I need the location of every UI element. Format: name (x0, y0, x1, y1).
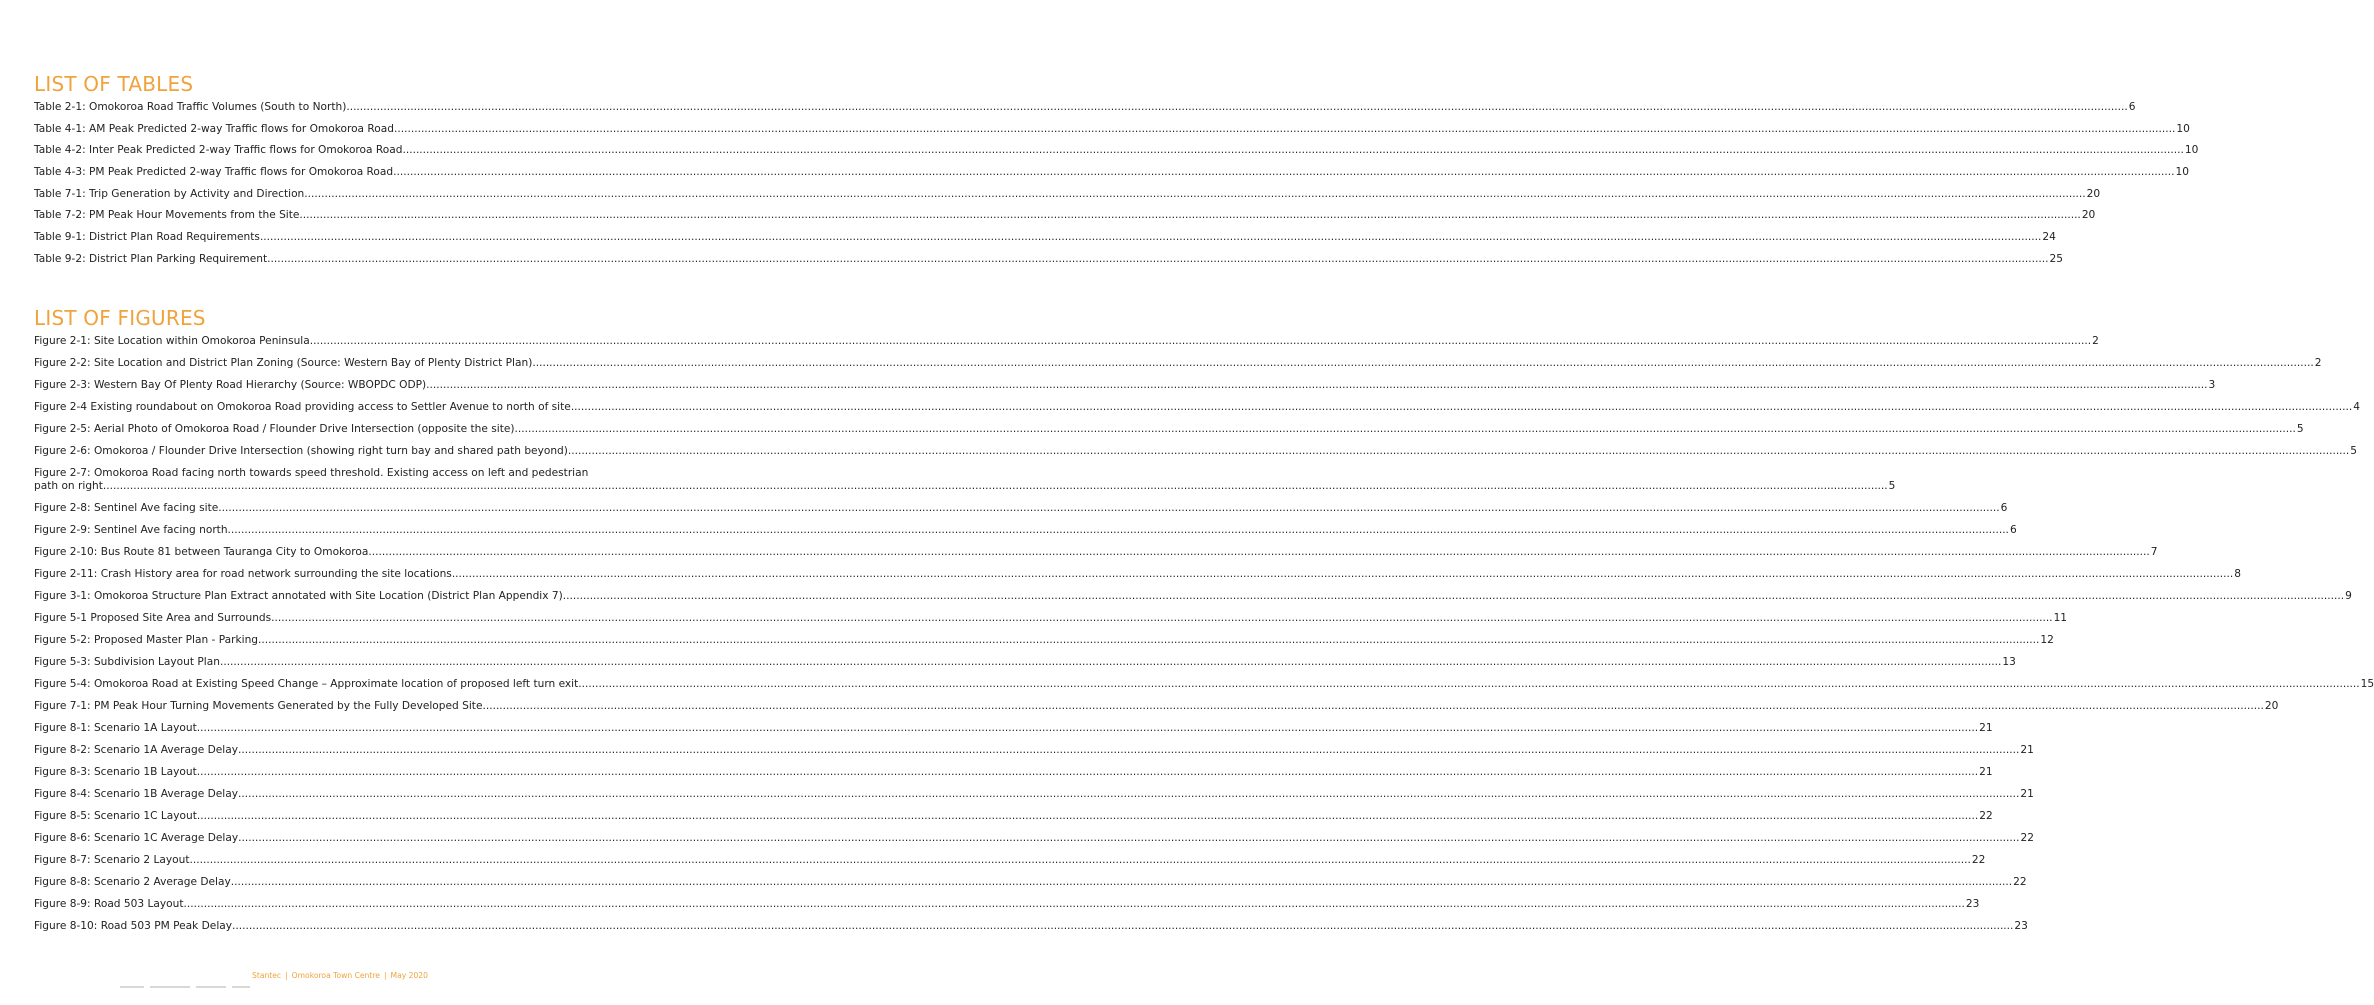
figure-entry[interactable] (34, 656, 2016, 669)
entry-title: Figure 2-6: Omokoroa / Flounder Drive Intersection (showing right turn bay and shared path beyond) (34, 445, 568, 457)
entry-title: Table 2-1: Omokoroa Road Traffic Volumes (South to North) (34, 101, 347, 113)
page-number: 12 (2040, 634, 2054, 646)
entry-title: Figure 8-8: Scenario 2 Average Delay (34, 876, 231, 888)
dot-leader (231, 876, 2012, 889)
entry-title: Figure 8-10: Road 503 PM Peak Delay (34, 920, 233, 932)
figure-entry[interactable] (34, 335, 2099, 348)
page-number: 23 (2014, 920, 2028, 932)
entry-title: Figure 5-3: Subdivision Layout Plan (34, 656, 220, 668)
table-entry[interactable] (34, 122, 2190, 136)
entry-title: Figure 8-3: Scenario 1B Layout (34, 766, 197, 778)
entry-title-line2: path on right. (34, 480, 107, 492)
dot-leader (452, 568, 2233, 581)
dot-leader (394, 123, 2175, 136)
dot-leader (238, 744, 2019, 757)
entry-title: Figure 5-4: Omokoroa Road at Existing Speed Change – Approximate location of proposed left turn exit (34, 678, 579, 690)
page-number: 24 (2042, 231, 2056, 244)
entry-title: Table 4-3: PM Peak Predicted 2-way Traffic flows for Omokoroa Road (34, 166, 394, 179)
entry-title: Figure 2-9: Sentinel Ave facing north (34, 524, 228, 536)
entry-title: Figure 7-1: PM Peak Hour Turning Movements Generated by the Fully Developed Site (34, 700, 483, 712)
entry-title-continued (34, 480, 1896, 493)
entry-title: Table 9-1: District Plan Road Requirements (34, 231, 260, 244)
page-number: 4 (2353, 401, 2360, 413)
figure-entry[interactable] (34, 379, 2216, 392)
page-number: 5 (2350, 445, 2358, 457)
entry-title: Figure 2-4 Existing roundabout on Omokoroa Road providing access to Settler Avenue to north of site (34, 401, 571, 413)
dot-leader (197, 766, 1978, 779)
figure-entry[interactable] (34, 634, 2054, 647)
entry-title: Figure 5-1 Proposed Site Area and Surrounds (34, 612, 272, 624)
figure-entry[interactable] (34, 590, 2352, 603)
dot-leader (238, 788, 2019, 801)
footer-separator: | (383, 971, 387, 980)
figure-entry[interactable] (34, 700, 2279, 713)
dot-leader (568, 445, 2349, 458)
dot-leader (304, 188, 2085, 201)
dot-leader (563, 590, 2344, 603)
dot-leader (260, 231, 2041, 244)
dot-leader (197, 810, 1978, 823)
figure-entry[interactable] (34, 678, 2374, 691)
table-entry[interactable] (34, 187, 2101, 201)
figure-entry[interactable] (34, 920, 2028, 933)
entry-title: Figure 2-5: Aerial Photo of Omokoroa Road / Flounder Drive Intersection (opposite the site) (34, 423, 515, 435)
figure-entry[interactable] (34, 467, 1896, 493)
entry-title: Figure 8-9: Road 503 Layout (34, 898, 184, 910)
table-entry[interactable] (34, 231, 2056, 244)
figure-entry[interactable] (34, 832, 2035, 845)
page-number: 21 (1979, 766, 1993, 778)
entry-title: Figure 8-4: Scenario 1B Average Delay (34, 788, 238, 800)
dot-leader (346, 101, 2127, 114)
figure-entry[interactable] (34, 744, 2034, 757)
entry-title: Figure 2-7: Omokoroa Road facing north towards speed threshold. Existing access on left and pedestrian (34, 467, 589, 479)
dot-leader (571, 401, 2352, 414)
entry-title: Figure 8-7: Scenario 2 Layout (34, 854, 190, 866)
figure-entry[interactable] (34, 568, 2241, 581)
footer-project: Omokoroa Town Centre (291, 971, 380, 980)
entry-title: Figure 8-6: Scenario 1C Average Delay (34, 832, 239, 844)
page-number: 10 (2175, 166, 2190, 179)
entry-title: Figure 2-1: Site Location within Omokoroa Peninsula (34, 335, 310, 347)
list-of-tables-title: LIST OF TABLES (34, 72, 194, 96)
page-number: 22 (2020, 832, 2035, 844)
page-number: 2 (2092, 335, 2099, 347)
page-number: 5 (2296, 423, 2304, 435)
dot-leader (106, 480, 1887, 493)
footer-date: May 2020 (390, 971, 428, 980)
entry-title: Figure 5-2: Proposed Master Plan - Parking (34, 634, 259, 646)
dot-leader (220, 656, 2001, 669)
page-footer (0, 971, 680, 980)
cut-off-footer-text (120, 986, 300, 988)
footer-separator: | (285, 971, 288, 980)
dot-leader (515, 423, 2296, 436)
dot-leader (271, 612, 2052, 625)
page-number: 20 (2264, 700, 2279, 712)
figure-entry[interactable] (34, 876, 2027, 889)
entry-title: Figure 8-5: Scenario 1C Layout (34, 810, 197, 822)
page-number: 6 (2128, 101, 2136, 113)
page-number: 3 (2208, 379, 2216, 391)
dot-leader (578, 678, 2359, 691)
entry-title: Figure 2-8: Sentinel Ave facing site (34, 502, 219, 514)
figure-entry[interactable] (34, 546, 2158, 559)
page-number: 6 (2009, 524, 2017, 536)
dot-leader (393, 166, 2174, 179)
page-number: 2 (2314, 357, 2322, 369)
entry-title: Figure 8-2: Scenario 1A Average Delay (34, 744, 238, 756)
entry-title: Figure 2-2: Site Location and District Plan Zoning (Source: Western Bay of Plenty District Plan) (34, 357, 533, 369)
figure-entry[interactable] (34, 854, 1986, 867)
page-number: 21 (2020, 788, 2034, 800)
page-number: 22 (2013, 876, 2027, 888)
dot-leader (482, 700, 2263, 713)
entry-title: Table 9-2: District Plan Parking Requirement (34, 252, 268, 265)
table-entry[interactable] (34, 209, 2096, 222)
entry-title: Figure 2-3: Western Bay Of Plenty Road Hierarchy (Source: WBOPDC ODP) (34, 379, 427, 391)
figures-toc (34, 335, 2374, 942)
table-entry[interactable] (34, 144, 2199, 157)
entry-title: Table 4-2: Inter Peak Predicted 2-way Traffic flows for Omokoroa Road (34, 144, 403, 157)
page-number: 13 (2002, 656, 2016, 668)
figure-entry[interactable] (34, 502, 2008, 515)
page-number: 25 (2049, 252, 2063, 265)
page-number: 20 (2086, 187, 2101, 200)
figure-entry[interactable] (34, 445, 2358, 458)
entry-title: Table 4-1: AM Peak Predicted 2-way Traffic flows for Omokoroa Road (34, 122, 394, 135)
dot-leader (258, 634, 2039, 647)
page-number: 5 (1888, 480, 1896, 492)
figure-entry[interactable] (34, 612, 2068, 625)
page-number: 6 (2000, 502, 2008, 514)
dot-leader (299, 209, 2080, 222)
dot-leader (368, 546, 2149, 559)
dot-leader (238, 832, 2019, 845)
entry-title: Table 7-2: PM Peak Hour Movements from the Site (34, 209, 300, 222)
dot-leader (310, 335, 2091, 348)
page-number: 23 (1965, 898, 1980, 910)
figure-entry[interactable] (34, 766, 1993, 779)
page-number: 11 (2053, 612, 2068, 624)
dot-leader (184, 898, 1965, 911)
dot-leader (190, 854, 1971, 867)
table-entry[interactable] (34, 252, 2063, 266)
page-number: 10 (2176, 122, 2190, 135)
page-number: 21 (1979, 722, 1993, 734)
entry-title: Figure 2-10: Bus Route 81 between Tauranga City to Omokoroa (34, 546, 369, 558)
figure-entry[interactable] (34, 898, 1980, 911)
tables-toc (34, 101, 2199, 275)
figure-entry[interactable] (34, 357, 2322, 370)
figure-entry[interactable] (34, 423, 2304, 436)
entry-title: Figure 8-1: Scenario 1A Layout (34, 722, 197, 734)
dot-leader (197, 722, 1978, 735)
dot-leader (532, 357, 2313, 370)
figure-entry[interactable] (34, 524, 2017, 537)
page-number: 21 (2020, 744, 2034, 756)
figure-entry[interactable] (34, 788, 2034, 801)
page-number: 22 (1971, 854, 1986, 866)
page-number: 7 (2150, 546, 2158, 558)
table-entry[interactable] (34, 101, 2136, 114)
dot-leader (228, 524, 2009, 537)
page-number: 8 (2234, 568, 2241, 580)
dot-leader (426, 379, 2207, 392)
dot-leader (402, 144, 2183, 157)
page-number: 22 (1979, 810, 1993, 822)
dot-leader (218, 502, 1999, 515)
dot-leader (232, 920, 2013, 933)
page-number: 20 (2081, 209, 2096, 222)
table-entry[interactable] (34, 166, 2190, 179)
dot-leader (267, 253, 2048, 266)
figure-entry[interactable] (34, 401, 2360, 414)
page-number: 15 (2360, 678, 2374, 690)
entry-title: Table 7-1: Trip Generation by Activity and Direction (34, 187, 305, 200)
page-number: 10 (2184, 144, 2199, 157)
footer-company: Stantec (252, 971, 282, 980)
figure-entry[interactable] (34, 810, 1993, 823)
page-number: 9 (2345, 590, 2352, 602)
entry-title: Figure 3-1: Omokoroa Structure Plan Extract annotated with Site Location (District Plan Appendix 7) (34, 590, 563, 602)
figure-entry[interactable] (34, 722, 1993, 735)
list-of-figures-title: LIST OF FIGURES (34, 306, 206, 330)
entry-title: Figure 2-11: Crash History area for road network surrounding the site locations (34, 568, 452, 580)
